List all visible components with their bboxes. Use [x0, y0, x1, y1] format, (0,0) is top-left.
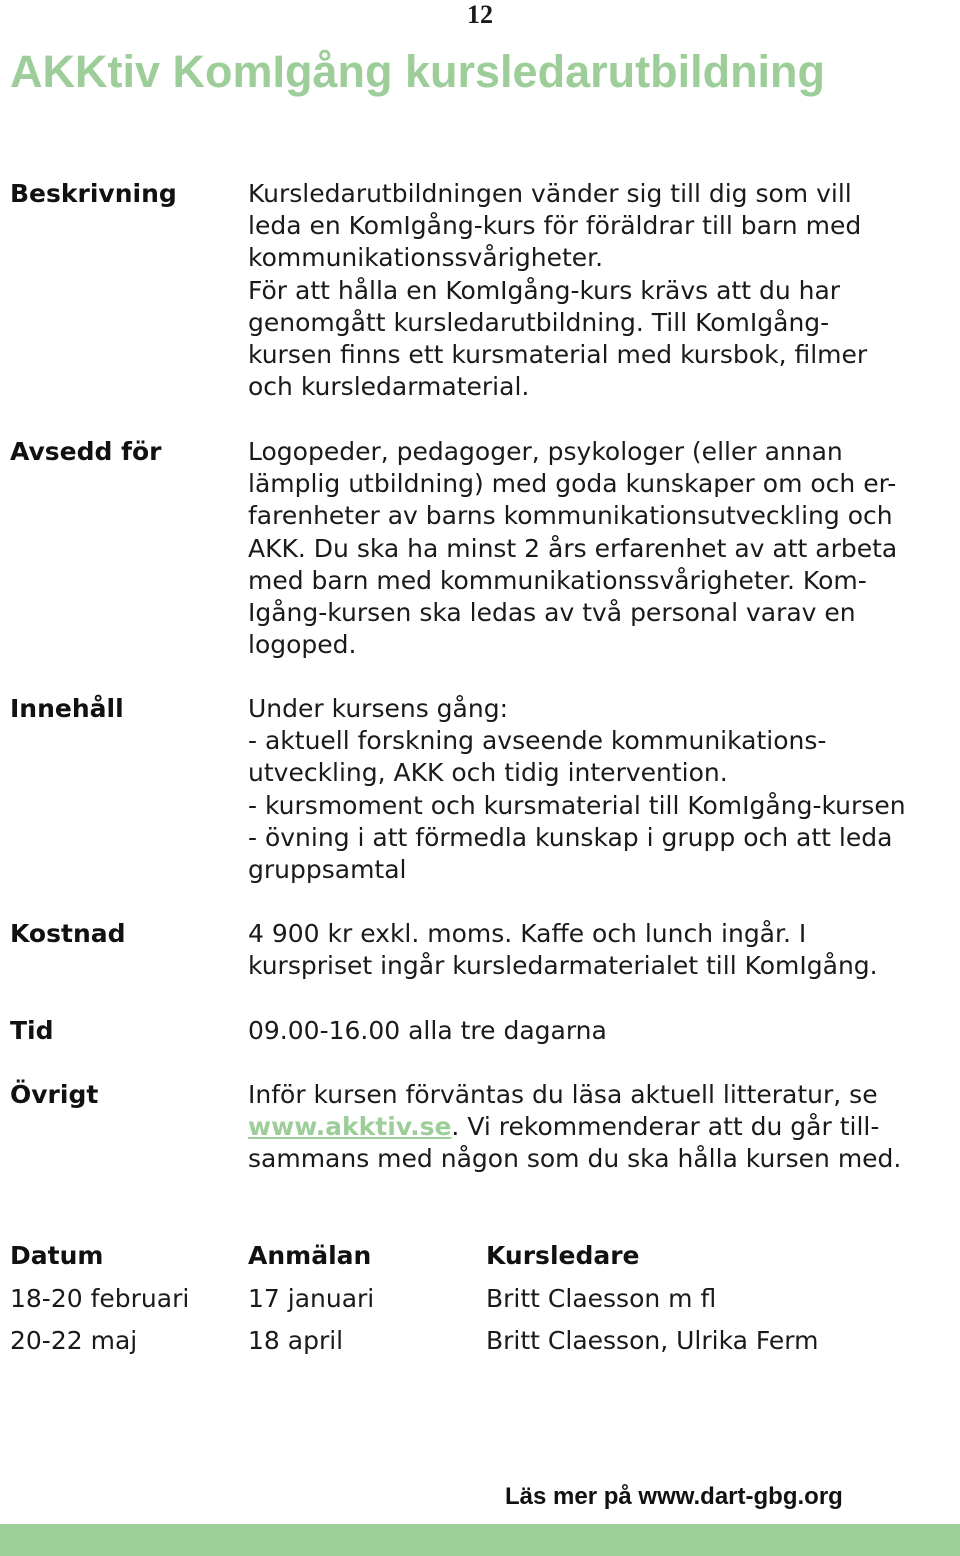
section-label-innehall: Innehåll	[10, 694, 124, 723]
text-line: gruppsamtal	[248, 855, 407, 885]
text-line: och kursledarmaterial.	[248, 372, 530, 402]
section-label-avsedd-for: Avsedd för	[10, 437, 162, 466]
text-line: För att hålla en KomIgång-kurs krävs att du har	[248, 275, 841, 305]
schedule-cell-datum: 20-22 maj	[10, 1326, 138, 1355]
schedule-cell-anmalan: 18 april	[248, 1326, 344, 1355]
text-line: sammans med någon som du ska hålla kursen med.	[248, 1144, 902, 1174]
footer-band-shape	[0, 1524, 960, 1556]
schedule-cell-datum: 18-20 februari	[10, 1284, 190, 1313]
section-body-tid	[248, 1015, 953, 1047]
text-line: logoped.	[248, 630, 357, 660]
text-line: Logopeder, pedagoger, psykologer (eller annan	[248, 437, 843, 466]
text-line: kommunikationssvårigheter.	[248, 243, 604, 273]
page-number: 12	[467, 0, 493, 29]
akktiv-link[interactable]: www.akktiv.se	[248, 1112, 452, 1142]
section-label-beskrivning: Beskrivning	[10, 179, 177, 208]
text-line: kurspriset ingår kursledarmaterialet till KomIgång.	[248, 951, 878, 981]
text-line: - aktuell forskning avseende kommunikations-	[248, 726, 827, 756]
section-body-avsedd-for	[248, 436, 953, 661]
text-line: leda en KomIgång-kurs för föräldrar till barn med	[248, 211, 862, 241]
text-line: - kursmoment och kursmaterial till KomIgång-kursen	[248, 790, 906, 820]
text-line: genomgått kursledarutbildning. Till KomIgång-	[248, 307, 830, 337]
text-line: 09.00-16.00 alla tre dagarna	[248, 1016, 607, 1045]
schedule-cell-kursledare: Britt Claesson, Ulrika Ferm	[486, 1326, 819, 1355]
text-line: med barn med kommunikationssvårigheter. Kom-	[248, 565, 867, 595]
text-line: AKK. Du ska ha minst 2 års erfarenhet av att arbeta	[248, 533, 898, 563]
section-label-tid: Tid	[10, 1016, 54, 1045]
section-body-beskrivning	[248, 178, 953, 403]
section-body-innehall	[248, 693, 953, 886]
text-line: Igång-kursen ska ledas av två personal varav en	[248, 598, 856, 628]
section-body-ovrigt	[248, 1079, 953, 1176]
schedule-cell-anmalan: 17 januari	[248, 1284, 375, 1313]
text-line: Kursledarutbildningen vänder sig till dig som vill	[248, 179, 852, 208]
schedule-header-kursledare: Kursledare	[486, 1241, 640, 1270]
section-label-kostnad: Kostnad	[10, 919, 126, 948]
text-line: kursen finns ett kursmaterial med kursbok, filmer	[248, 340, 868, 370]
schedule-header-datum: Datum	[10, 1241, 104, 1270]
text-line: utveckling, AKK och tidig intervention.	[248, 758, 728, 788]
section-body-kostnad	[248, 918, 953, 982]
text-line: lämplig utbildning) med goda kunskaper om och er-	[248, 469, 897, 499]
footer-text: Läs mer på www.dart-gbg.org	[505, 1483, 843, 1510]
text-line: farenheter av barns kommunikationsutveckling och	[248, 501, 893, 531]
text-line: 4 900 kr exkl. moms. Kaffe och lunch ingår. I	[248, 919, 807, 948]
section-label-ovrigt: Övrigt	[10, 1080, 99, 1109]
text-line	[248, 1111, 953, 1143]
schedule-cell-kursledare: Britt Claesson m fl	[486, 1284, 717, 1313]
text-line: - övning i att förmedla kunskap i grupp och att leda	[248, 822, 893, 852]
text-line: Inför kursen förväntas du läsa aktuell litteratur, se	[248, 1080, 878, 1109]
page-title: AKKtiv KomIgång kursledarutbildning	[10, 46, 826, 97]
text-line: Under kursens gång:	[248, 694, 508, 723]
schedule-header-anmalan: Anmälan	[248, 1241, 372, 1270]
text-fragment: . Vi rekommenderar att du går till-	[451, 1112, 880, 1142]
